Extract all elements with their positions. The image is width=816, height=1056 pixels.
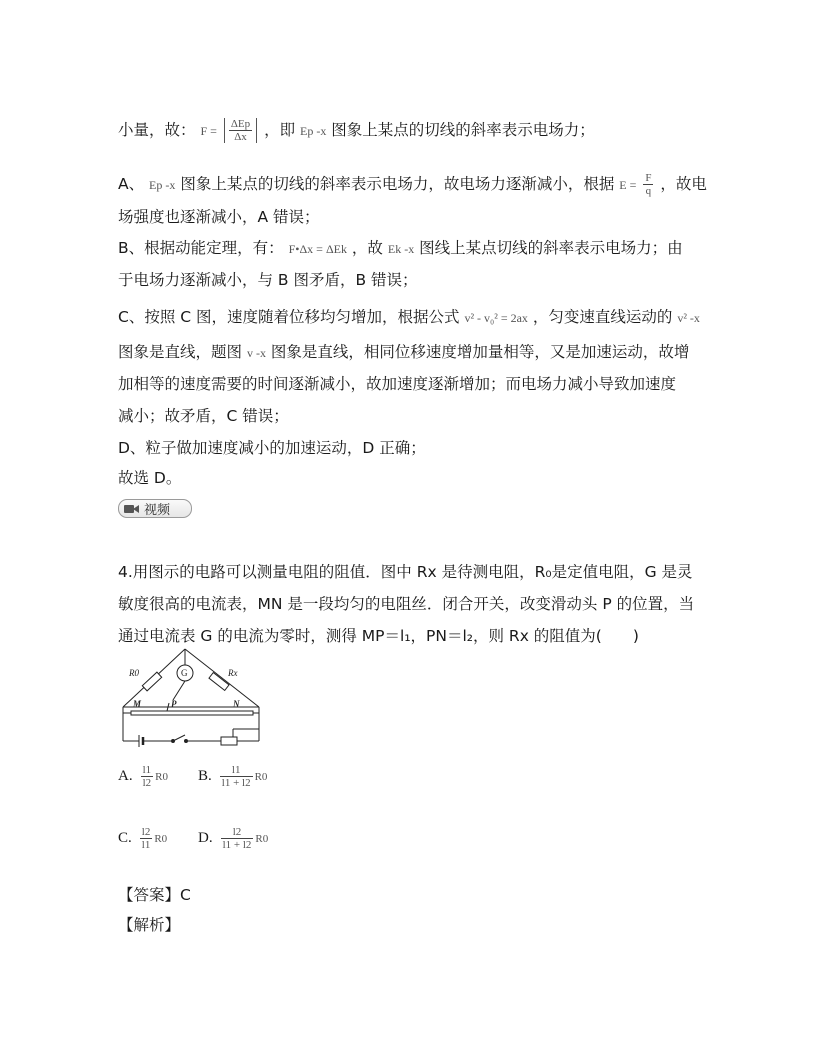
label-m: M xyxy=(133,699,142,709)
text-segment: ，故电 xyxy=(660,175,707,193)
text-segment: ，匀变速直线运动的 xyxy=(532,308,673,326)
formula-F: F = xyxy=(200,124,217,138)
fraction-denominator: l1 + l2 xyxy=(222,839,252,851)
text-segment: B、根据动能定理，有： xyxy=(118,239,284,257)
formula-v2-x: v² -x xyxy=(677,311,700,325)
solution-line-8: 加相等的速度需要的时间逐渐减小，故加速度逐渐增加；而电场力减小导致加速度 xyxy=(118,375,677,393)
label-r0: R0 xyxy=(129,668,139,678)
option-tail: R0 xyxy=(255,832,269,845)
resistor-r0 xyxy=(142,672,161,691)
label-rx: Rx xyxy=(228,668,238,678)
formula-E: E = xyxy=(619,178,637,192)
formula-work-energy: F•Δx = ΔEk xyxy=(288,242,347,256)
question-line-2: 敏度很高的电流表，MN 是一段均匀的电阻丝．闭合开关，改变滑动头 P 的位置，当 xyxy=(118,595,695,613)
option-letter: B. xyxy=(198,768,212,784)
formula-Ep-x: Ep -x xyxy=(300,124,327,138)
solution-line-7 xyxy=(118,342,689,363)
option-b[interactable] xyxy=(198,764,267,789)
fraction-numerator: F xyxy=(645,172,652,184)
fraction-numerator: l1 xyxy=(220,764,253,777)
solution-line-2 xyxy=(118,172,707,197)
option-letter: A. xyxy=(118,768,133,784)
solution-line-5: 于电场力逐渐减小，与 B 图矛盾，B 错误； xyxy=(118,271,418,289)
option-d[interactable] xyxy=(198,826,268,851)
video-button[interactable] xyxy=(118,499,192,518)
formula-abs-fraction xyxy=(224,118,257,143)
text-segment: 图线上某点切线的斜率表示电场力；由 xyxy=(419,239,683,257)
text-segment: 小量，故： xyxy=(118,121,196,139)
label-n: N xyxy=(233,699,240,709)
formula-Ek-x: Ek -x xyxy=(387,242,415,256)
label-p: P xyxy=(171,699,177,709)
option-tail: R0 xyxy=(254,770,268,783)
text-segment: C、按照 C 图，速度随着位移均匀增加，根据公式 xyxy=(118,308,460,326)
option-letter: D. xyxy=(198,830,213,846)
text-segment: 图象是直线，题图 xyxy=(118,343,243,361)
fraction-denominator: Δx xyxy=(234,131,247,143)
solution-line-3: 场强度也逐渐减小，A 错误； xyxy=(118,208,320,226)
rheostat xyxy=(221,737,237,745)
formula-kinematic: v² - v₀² = 2ax xyxy=(464,311,528,325)
analysis-label: 【解析】 xyxy=(118,916,181,934)
text-segment: ，故 xyxy=(351,239,383,257)
text-segment: 图象是直线，相同位移速度增加量相等，又是加速运动，故增 xyxy=(270,343,690,361)
fraction-denominator: l2 xyxy=(142,777,152,789)
fraction-numerator: ΔEp xyxy=(230,118,251,130)
video-camera-icon xyxy=(124,504,140,514)
question-line-1: 4.用图示的电路可以测量电阻的阻值．图中 Rx 是待测电阻，R₀是定值电阻，G 是灵 xyxy=(118,563,693,581)
formula-v-x: v -x xyxy=(246,346,266,360)
fraction-numerator: l2 xyxy=(141,826,151,838)
text-segment: A、 xyxy=(118,175,145,193)
resistance-wire-mn xyxy=(131,711,253,715)
formula-F-over-q xyxy=(643,172,653,197)
option-c[interactable] xyxy=(118,826,167,851)
video-button-label: 视频 xyxy=(144,503,171,518)
option-tail: R0 xyxy=(154,832,168,845)
solution-line-1 xyxy=(118,118,595,143)
circuit-diagram xyxy=(113,645,265,748)
option-letter: C. xyxy=(118,830,132,846)
text-segment: ，即 xyxy=(264,121,296,139)
battery xyxy=(139,735,143,747)
answer-label: 【答案】C xyxy=(118,886,191,904)
text-segment: 图象上某点的切线的斜率表示电场力； xyxy=(331,121,595,139)
solution-line-10: D、粒子做加速度减小的加速运动，D 正确； xyxy=(118,439,426,457)
solution-line-11: 故选 D。 xyxy=(118,469,182,487)
formula-Ep-x: Ep -x xyxy=(149,178,176,192)
solution-line-6 xyxy=(118,307,700,328)
option-tail: R0 xyxy=(155,770,168,783)
fraction-denominator: l1 xyxy=(141,839,151,851)
solution-line-4 xyxy=(118,238,683,259)
question-line-3: 通过电流表 G 的电流为零时，测得 MP＝l₁，PN＝l₂，则 Rx 的阻值为( ) xyxy=(118,627,639,645)
fraction-denominator: q xyxy=(645,185,652,197)
option-a[interactable] xyxy=(118,764,168,789)
label-g: G xyxy=(181,668,188,678)
fraction-numerator: l1 xyxy=(142,764,152,776)
fraction-denominator: l1 + l2 xyxy=(221,777,251,789)
text-segment: 图象上某点的切线的斜率表示电场力，故电场力逐渐减小，根据 xyxy=(180,175,615,193)
fraction-numerator: l2 xyxy=(221,826,254,839)
solution-line-9: 减小；故矛盾，C 错误； xyxy=(118,407,289,425)
